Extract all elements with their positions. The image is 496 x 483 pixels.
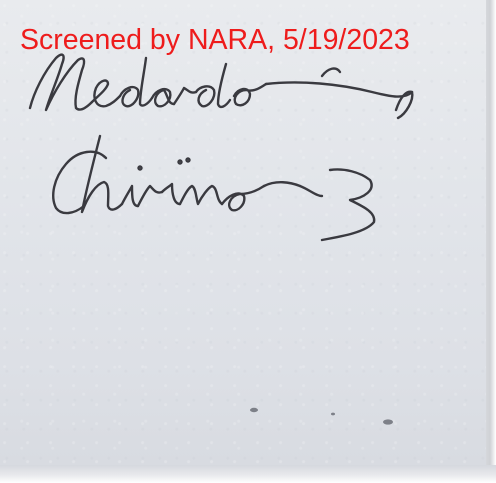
nara-screening-stamp: Screened by NARA, 5/19/2023 [20, 24, 410, 56]
